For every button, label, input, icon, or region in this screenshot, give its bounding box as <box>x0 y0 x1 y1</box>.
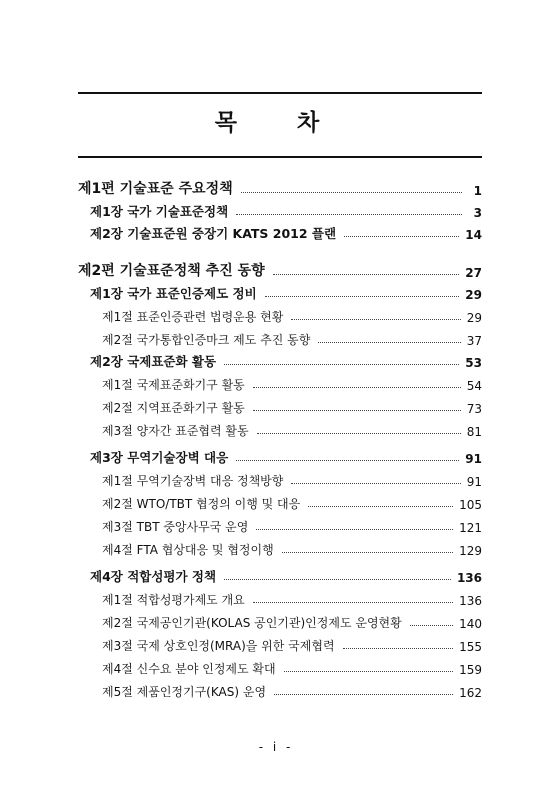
toc-page-number: 37 <box>466 334 482 348</box>
toc-spacer <box>78 242 482 258</box>
toc-entry-chapter[interactable] <box>78 198 482 220</box>
toc-entry-section[interactable] <box>78 466 482 489</box>
toc-page-number: 29 <box>465 288 482 302</box>
toc-page-number: 29 <box>466 311 482 325</box>
toc-entry-title: 제2절 국제공인기관(KOLAS 공인기관)인정제도 운영현황 <box>102 616 402 630</box>
toc-entry-section[interactable] <box>78 585 482 608</box>
toc-entry-part[interactable] <box>78 176 482 198</box>
toc-entry-title: 제2절 지역표준화기구 활동 <box>102 401 245 415</box>
dot-leader <box>273 274 460 275</box>
toc-entry-chapter[interactable] <box>78 348 482 370</box>
toc-entry-section[interactable] <box>78 370 482 393</box>
toc-entry-section[interactable] <box>78 677 482 700</box>
dot-leader <box>256 529 453 530</box>
toc-entry-title: 제3절 국제 상호인정(MRA)을 위한 국제협력 <box>102 639 335 653</box>
dot-leader <box>291 483 460 484</box>
toc-page-number: 91 <box>465 452 482 466</box>
toc-entry-chapter[interactable] <box>78 220 482 242</box>
toc-page-number: 91 <box>466 475 482 489</box>
toc-entry-title: 제3절 양자간 표준협력 활동 <box>102 424 249 438</box>
toc-page-number: 155 <box>459 640 482 654</box>
toc-page-number: 73 <box>466 402 482 416</box>
toc-entry-title: 제4절 FTA 협상대응 및 협정이행 <box>102 543 274 557</box>
page-title: 목 차 <box>214 110 346 136</box>
toc-entry-chapter[interactable] <box>78 280 482 302</box>
toc-entry-section[interactable] <box>78 631 482 654</box>
toc-entry-section[interactable] <box>78 654 482 677</box>
toc-entry-title: 제5절 제품인정기구(KAS) 운영 <box>102 685 267 699</box>
dot-leader <box>274 694 453 695</box>
dot-leader <box>224 364 459 365</box>
toc-entry-title: 제2장 기술표준원 중장기 KATS 2012 플랜 <box>90 226 337 241</box>
dot-leader <box>265 296 460 297</box>
dot-leader <box>236 460 459 461</box>
dot-leader <box>224 579 451 580</box>
toc-entry-section[interactable] <box>78 512 482 535</box>
toc-page-number: 121 <box>459 521 482 535</box>
toc-page-number: 162 <box>459 686 482 700</box>
toc-entry-title: 제1장 국가 표준인증제도 정비 <box>90 286 257 301</box>
dot-leader <box>253 410 461 411</box>
toc-entry-title: 제1절 표준인증관련 법령운용 현황 <box>102 310 284 324</box>
dot-leader <box>253 602 453 603</box>
dot-leader <box>257 433 461 434</box>
toc-entry-section[interactable] <box>78 393 482 416</box>
toc-entry-title: 제1절 적합성평가제도 개요 <box>102 593 245 607</box>
toc-entry-section[interactable] <box>78 608 482 631</box>
toc-entry-section[interactable] <box>78 489 482 512</box>
dot-leader <box>343 648 454 649</box>
toc-entry-section[interactable] <box>78 325 482 348</box>
toc-entry-title: 제2절 WTO/TBT 협정의 이행 및 대응 <box>102 497 301 511</box>
toc-entry-title: 제3장 무역기술장벽 대응 <box>90 450 229 465</box>
toc-entry-title: 제2절 국가통합인증마크 제도 추진 동향 <box>102 333 311 347</box>
top-rule <box>78 92 482 94</box>
page-number-footer: - i - <box>258 740 294 754</box>
toc-entry-chapter[interactable] <box>78 444 482 466</box>
toc-entry-title: 제3절 TBT 중앙사무국 운영 <box>102 520 249 534</box>
toc-entry-title: 제1절 국제표준화기구 활동 <box>102 378 245 392</box>
dot-leader <box>253 387 461 388</box>
toc-page-number: 3 <box>473 206 482 220</box>
dot-leader <box>344 236 459 237</box>
toc-entry-section[interactable] <box>78 302 482 325</box>
toc-entry-part[interactable] <box>78 258 482 280</box>
toc-entry-title: 제2장 국제표준화 활동 <box>90 354 217 369</box>
table-of-contents <box>78 176 482 700</box>
dot-leader <box>291 319 460 320</box>
toc-page-number: 136 <box>456 571 482 585</box>
dot-leader <box>241 192 462 193</box>
dot-leader <box>282 552 453 553</box>
toc-entry-section[interactable] <box>78 416 482 439</box>
toc-page-number: 14 <box>465 228 482 242</box>
toc-page-number: 140 <box>459 617 482 631</box>
toc-entry-title: 제1장 국가 기술표준정책 <box>90 204 229 219</box>
toc-entry-title: 제4절 신수요 분야 인정제도 확대 <box>102 662 276 676</box>
toc-page-number: 81 <box>466 425 482 439</box>
dot-leader <box>318 342 460 343</box>
toc-entry-title: 제4장 적합성평가 정책 <box>90 569 217 584</box>
toc-entry-chapter[interactable] <box>78 563 482 585</box>
dot-leader <box>236 214 462 215</box>
toc-entry-title: 제2편 기술표준정책 추진 동향 <box>78 263 265 279</box>
toc-page-number: 53 <box>465 356 482 370</box>
bottom-rule <box>78 156 482 158</box>
toc-page-number: 129 <box>459 544 482 558</box>
toc-page-number: 54 <box>466 379 482 393</box>
dot-leader <box>308 506 453 507</box>
toc-page-number: 159 <box>459 663 482 677</box>
toc-page-number: 1 <box>473 184 482 198</box>
dot-leader <box>284 671 454 672</box>
toc-entry-section[interactable] <box>78 535 482 558</box>
toc-entry-title: 제1절 무역기술장벽 대응 정책방향 <box>102 474 284 488</box>
toc-page-number: 27 <box>465 266 482 280</box>
toc-page-number: 136 <box>459 594 482 608</box>
toc-page-number: 105 <box>459 498 482 512</box>
dot-leader <box>410 625 453 626</box>
toc-entry-title: 제1편 기술표준 주요정책 <box>78 181 233 197</box>
